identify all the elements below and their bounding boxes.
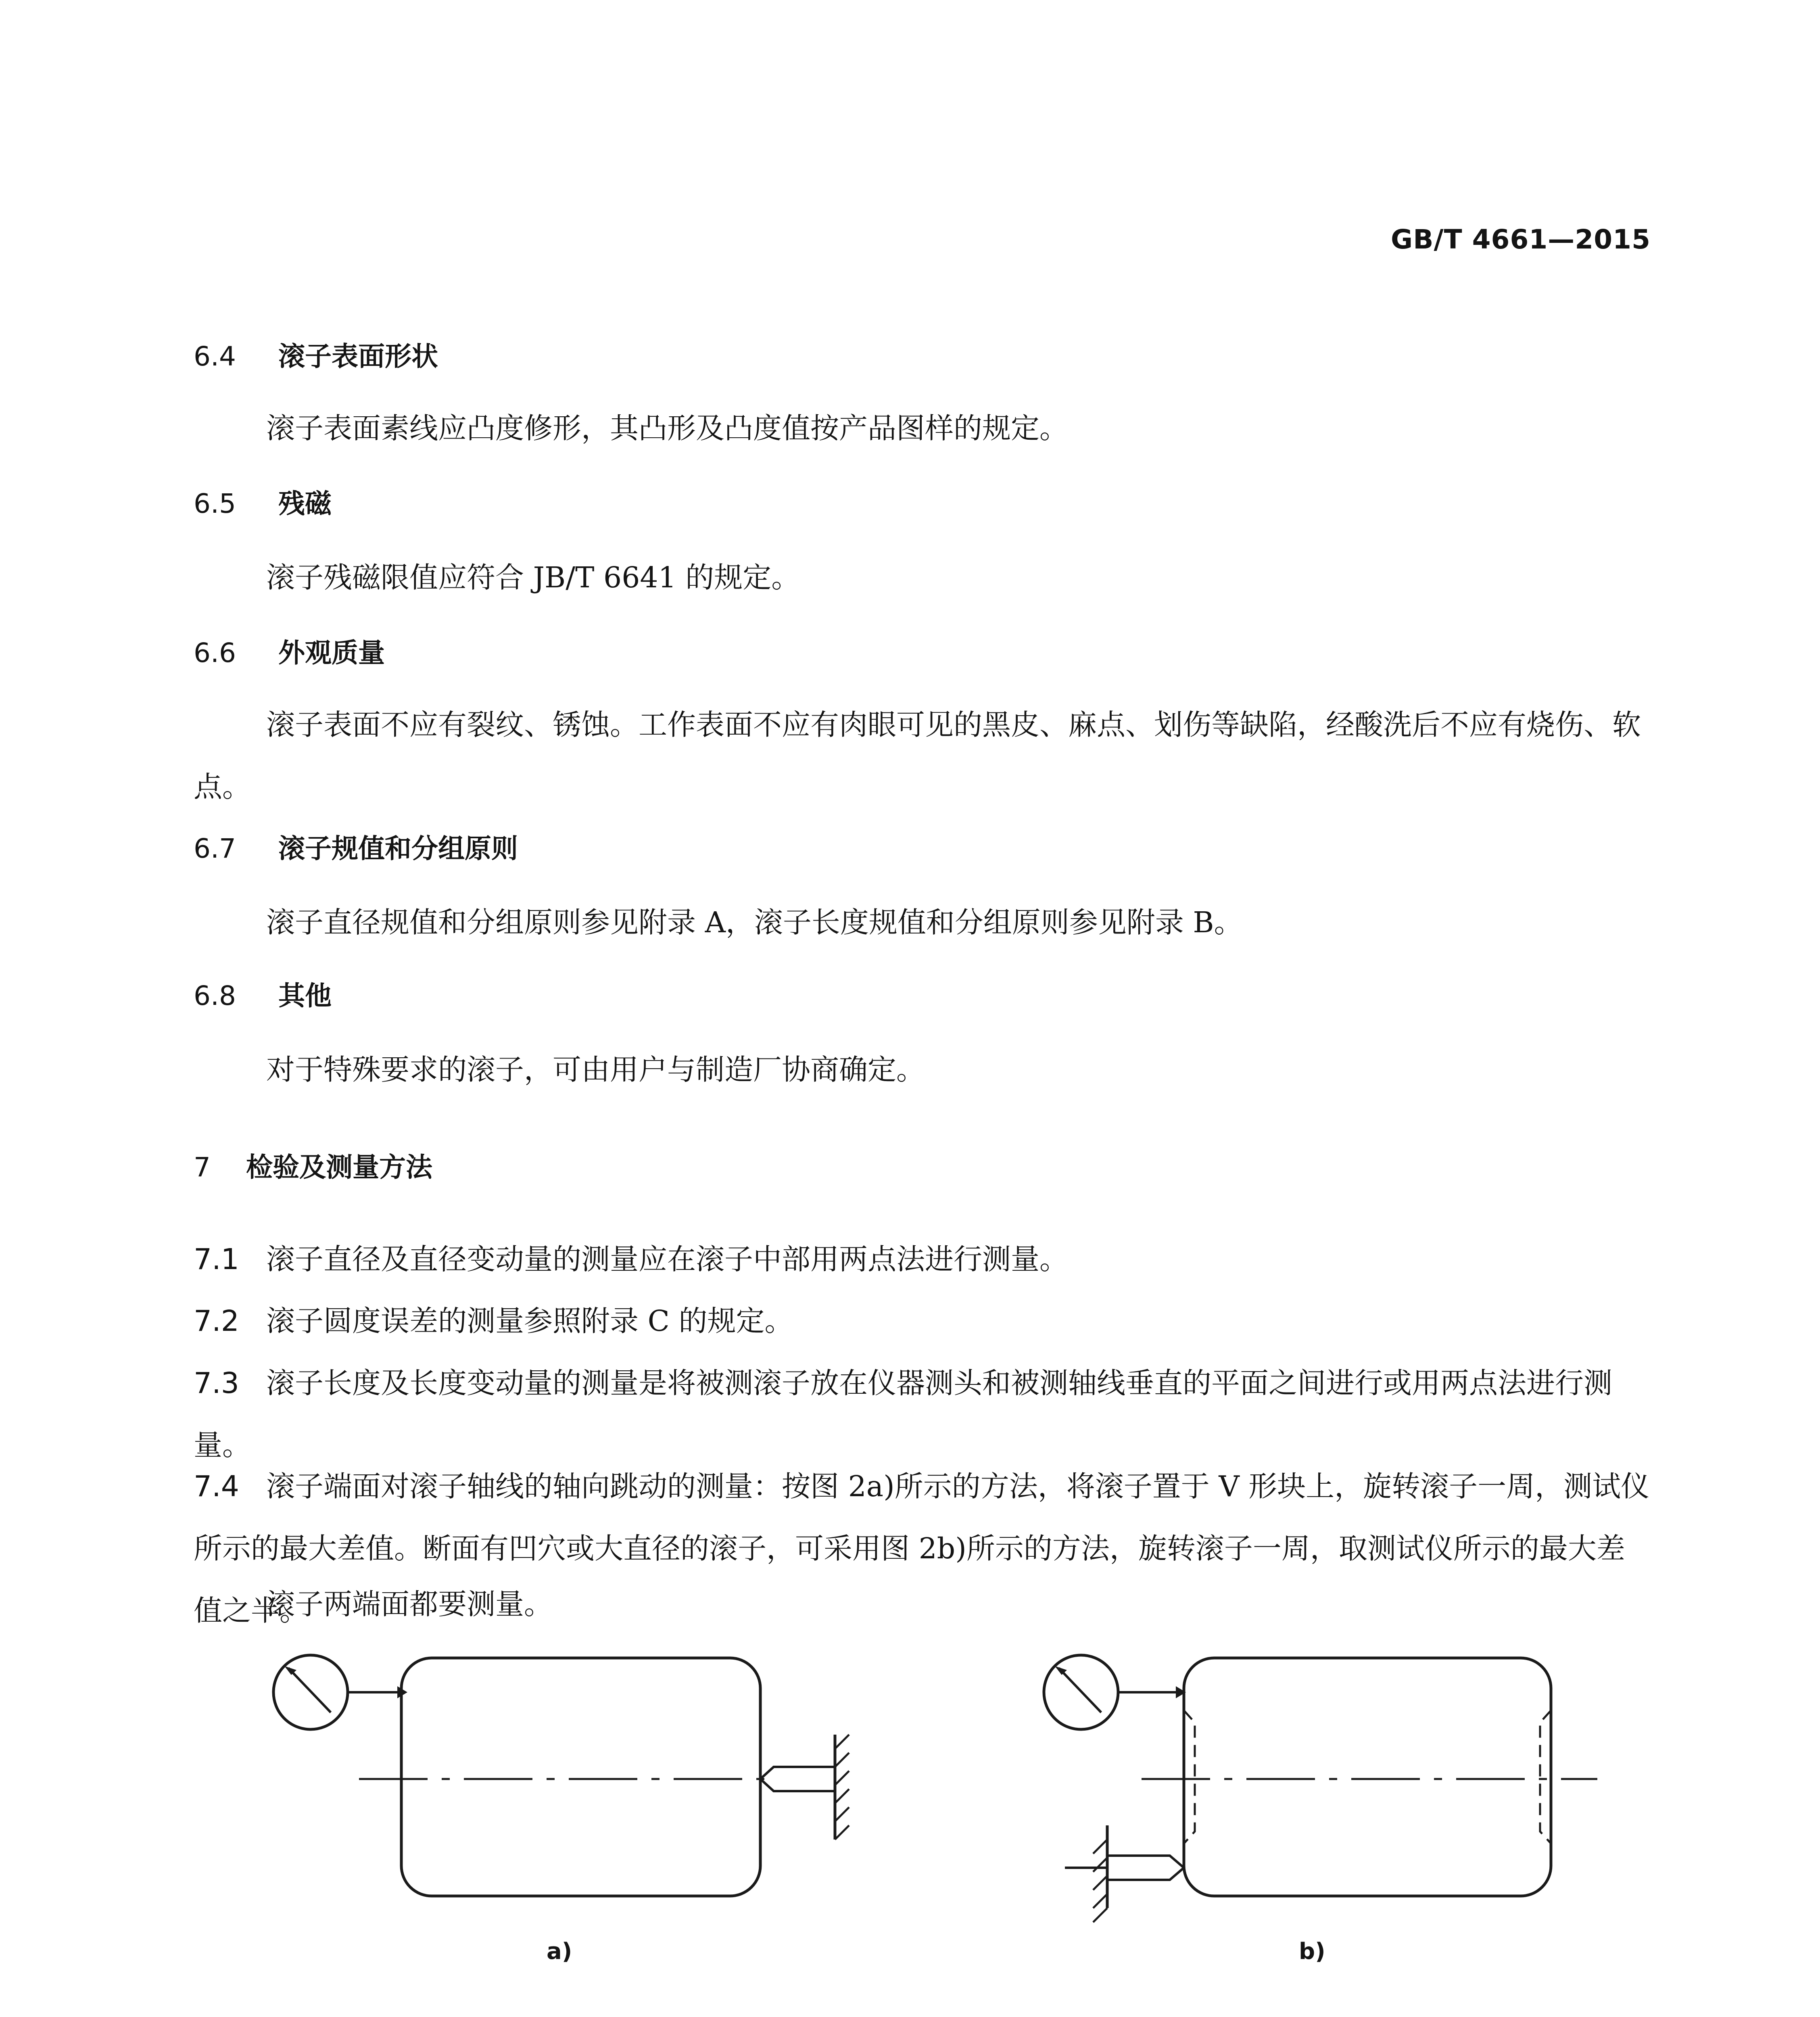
clause-7-2 <box>194 1290 1650 1352</box>
section-title: 检验及测量方法 <box>246 1152 432 1183</box>
clause-text: 滚子直径及直径变动量的测量应在滚子中部用两点法进行测量。 <box>266 1242 1069 1276</box>
section-number: 6.5 <box>194 488 236 519</box>
clause-number: 7.4 <box>194 1470 239 1503</box>
section-title: 其他 <box>278 980 332 1011</box>
figure-sub-label-a: a) <box>547 1938 572 1965</box>
section-number: 7 <box>194 1152 211 1183</box>
clause-7-1 <box>194 1228 1650 1290</box>
section-number: 6.8 <box>194 980 236 1011</box>
section-number: 6.4 <box>194 341 236 372</box>
paragraph-text: 滚子表面不应有裂纹、锈蚀。工作表面不应有肉眼可见的黑皮、麻点、划伤等缺陷，经酸洗后不应有烧伤、软点。 <box>194 708 1641 804</box>
clause-text: 滚子两端面都要测量。 <box>266 1587 553 1621</box>
clause-number: 7.2 <box>194 1304 239 1338</box>
clause-text: 滚子圆度误差的测量参照附录 C 的规定。 <box>266 1304 793 1338</box>
section-number: 6.7 <box>194 833 236 864</box>
figure-sub-label-b: b) <box>1299 1938 1325 1965</box>
clause-text: 滚子长度及长度变动量的测量是将被测滚子放在仪器测头和被测轴线垂直的平面之间进行或用两点法进行测量。 <box>194 1366 1613 1462</box>
paragraph-6-6 <box>194 694 1650 818</box>
clause-number: 7.3 <box>194 1366 239 1400</box>
paragraph-text: 滚子表面素线应凸度修形，其凸形及凸度值按产品图样的规定。 <box>266 411 1069 445</box>
paragraph-text: 对于特殊要求的滚子，可由用户与制造厂协商确定。 <box>266 1053 925 1086</box>
section-title: 外观质量 <box>278 637 385 668</box>
paragraph-6-4 <box>194 397 1650 459</box>
paragraph-text: 滚子残磁限值应符合 JB/T 6641 的规定。 <box>266 561 800 594</box>
clause-text: 滚子端面对滚子轴线的轴向跳动的测量：按图 2a)所示的方法，将滚子置于 V 形块上，旋转滚子一周，测试仪所示的最大差值。断面有凹穴或大直径的滚子，可采用图 2b)所示的方法，旋转滚子一周，取测试仪所示的最大差值之半。 <box>194 1470 1650 1627</box>
section-heading-6-4 <box>194 335 438 373</box>
section-heading-6-6 <box>194 631 385 670</box>
section-title: 残磁 <box>278 488 332 519</box>
section-title: 滚子规值和分组原则 <box>278 833 518 864</box>
paragraph-6-8 <box>194 1039 1650 1101</box>
roller-body <box>1184 1658 1551 1896</box>
clause-number: 7.1 <box>194 1242 239 1276</box>
roller-body <box>401 1658 760 1896</box>
figure-a-drawing <box>273 1655 849 1896</box>
standard-code: GB/T 4661—2015 <box>1391 224 1651 255</box>
section-heading-7 <box>194 1146 432 1184</box>
section-heading-6-5 <box>194 482 332 520</box>
section-number: 6.6 <box>194 637 236 668</box>
paragraph-6-7 <box>194 892 1650 954</box>
section-heading-6-8 <box>194 974 332 1013</box>
figure-b-drawing <box>1044 1655 1597 1922</box>
section-heading-6-7 <box>194 827 518 865</box>
section-title: 滚子表面形状 <box>278 341 438 372</box>
paragraph-text: 滚子直径规值和分组原则参见附录 A，滚子长度规值和分组原则参见附录 B。 <box>266 906 1243 939</box>
figure-2-diagram <box>0 1589 1820 1993</box>
paragraph-6-5 <box>194 547 1650 609</box>
